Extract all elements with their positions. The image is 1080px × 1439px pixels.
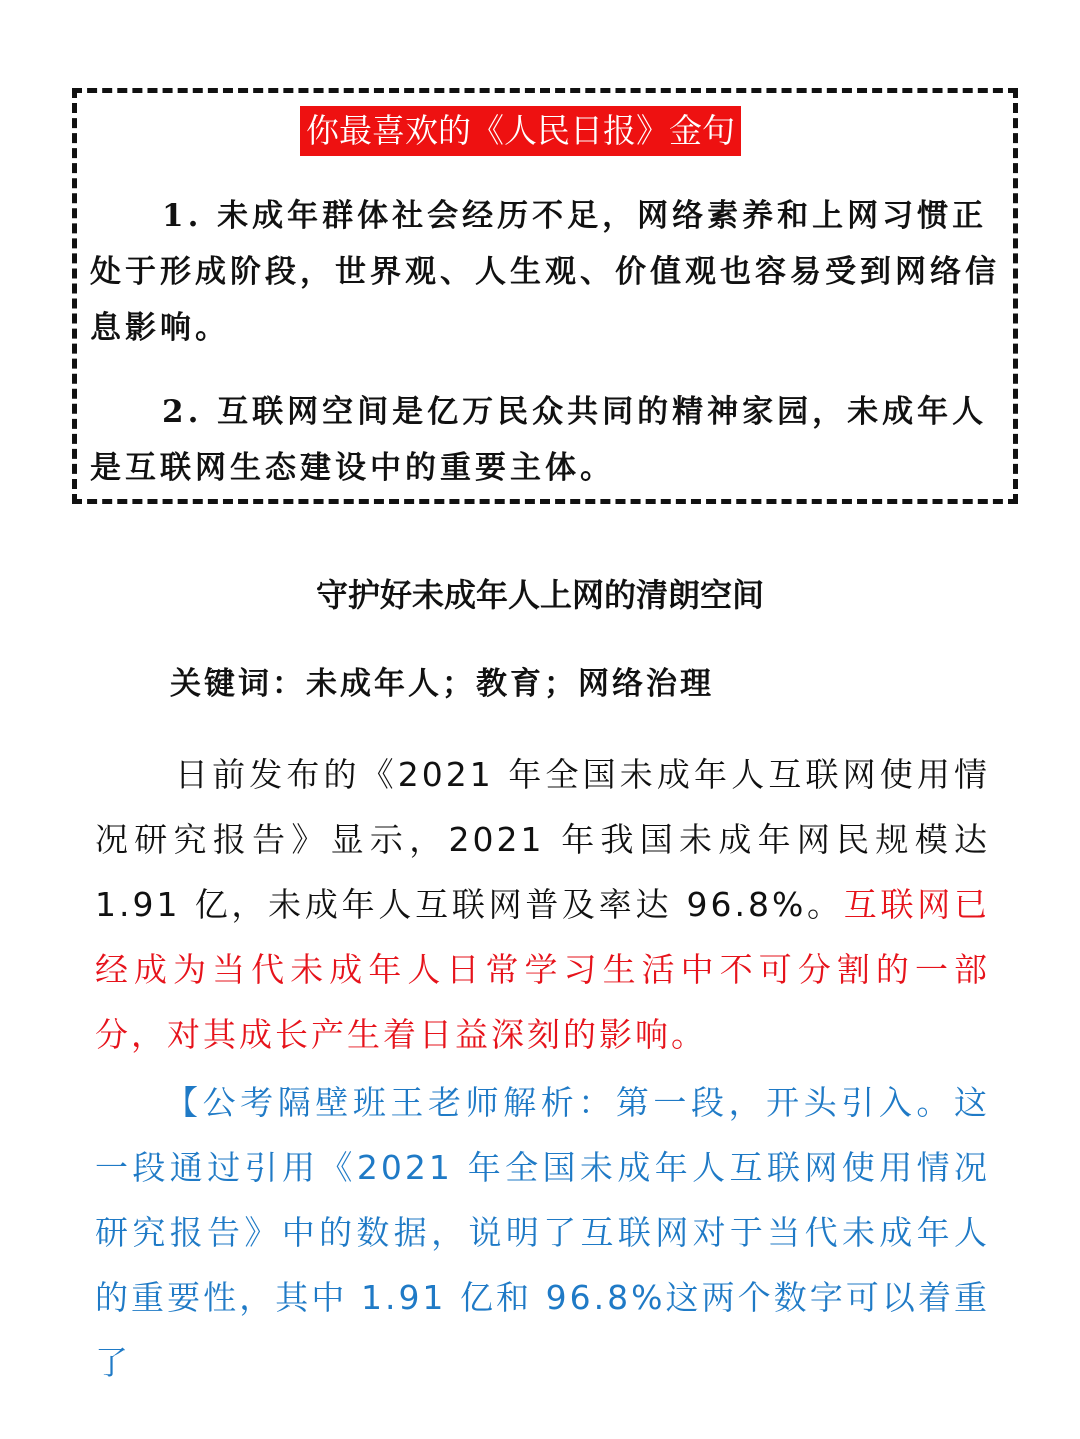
quote-item: 2. 互联网空间是亿万民众共同的精神家园，未成年人是互联网生态建设中的重要主体。 — [90, 394, 988, 486]
quote-item: 1. 未成年群体社会经历不足，网络素养和上网习惯正处于形成阶段，世界观、人生观、价值观也容易受到网络信息影响。 — [90, 198, 1000, 346]
quote-box-title: 你最喜欢的《人民日报》金句 — [300, 106, 741, 156]
article-title: 守护好未成年人上网的清朗空间 — [315, 576, 764, 614]
keywords-line: 关键词：未成年人；教育；网络治理 — [170, 666, 714, 702]
intro-text: 日前发布的《2021 年全国未成年人互联网使用情况研究报告》显示，2021 年我国未成年网民规模达 1.91 亿，未成年人互联网普及率达 96.8%。 — [95, 755, 990, 924]
intro-highlight-text: 互联网已经成为当代未成年人日常学习生活中不可分割的一部分，对其成长产生着日益深刻的影响。 — [95, 885, 991, 1054]
intro-paragraph — [95, 742, 990, 1067]
analysis-paragraph: 【公考隔壁班王老师解析：第一段，开头引入。这一段通过引用《2021 年全国未成年人互联网使用情况研究报告》中的数据，说明了互联网对于当代未成年人的重要性，其中 1.91 亿和 96.8%这两个数字可以着重了 — [95, 1083, 990, 1382]
